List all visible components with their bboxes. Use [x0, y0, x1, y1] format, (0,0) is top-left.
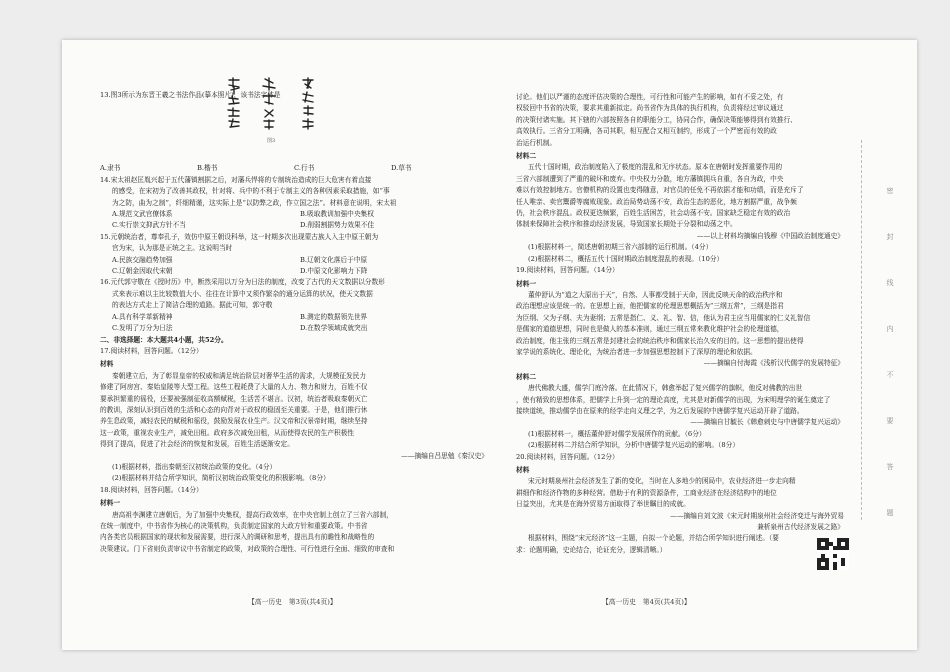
q17-subq: (2)根据材料并结合所学知识，简析汉初统治政策变化的积极影响。（8分）	[112, 474, 330, 483]
seal-line-text	[880, 168, 900, 536]
q17-subq: (1)根据材料，指出秦朝至汉初统治政策的变化。（4分）	[112, 462, 277, 471]
q20-task: 求：论题明确，史论结合，论证充分，逻辑清晰。）	[516, 545, 667, 554]
seal-char: 密	[886, 187, 894, 195]
q16-line: 16.元代郭守敬在《授时历》中，断然采用以万分为日法的制度，改变了古代的天文数据以分数形	[100, 278, 385, 287]
q19-mat2-line: 唐代佛教大盛，儒学门庭冷落。在此情况下，韩愈举起了复兴儒学的旗帜，他反对佛教的出世	[528, 384, 803, 393]
option: D.削弱割据势力效果不佳	[300, 221, 375, 230]
q16-options	[100, 312, 488, 323]
option: C.行书	[294, 164, 315, 173]
q18-mat2-line: 五代十国时期，政治制度陷入了极度的混乱和无序状态。原本在唐朝时发挥重要作用的	[528, 163, 783, 172]
q15-line: 15.元朝统治者，尊奉孔子，效仿中原王朝设科举，这一时期多次出现蒙古族人入主中原王朝为	[100, 232, 379, 241]
q15-line: 官为宋，认为那是正统之主。这说明当时	[112, 244, 233, 253]
seal-char: 题	[886, 509, 894, 517]
option: D.草书	[391, 164, 412, 173]
q18-body-line: 治运行机制。	[516, 138, 557, 147]
q18-mat2-line: 仍，社会秩序混乱。政权更迭频繁，百姓生活困苦，社会动荡不安。国家缺乏稳定有效的政治	[516, 209, 791, 218]
option: A.具有科学革新精神	[112, 312, 173, 321]
q14-options	[100, 220, 488, 231]
q17-body-line: 修建了阿房宫、秦始皇陵等大型工程。这些工程耗费了大量的人力、物力和财力，百姓不仅	[100, 383, 368, 392]
q19-material2-label: 材料二	[516, 372, 537, 381]
q17-body-line: 这一政策，重视农业生产，减免田租。政府多次减免田租，从而使得农民的生产积极性	[100, 428, 355, 437]
seal-char: 内	[886, 325, 894, 333]
q18-body-line: 决策建议。门下省则负责审议中书省制定的政策，对政策的合理性、可行性进行全面、细致的审查和	[100, 544, 395, 553]
binding-line	[861, 140, 862, 520]
q15-options	[100, 255, 488, 266]
q19-mat2-source: ——摘编自甘毓长《韩愈刺史与中唐儒学复兴运动》	[690, 418, 844, 427]
option: B.测定的数据领先世界	[300, 312, 368, 321]
q17-body-line: 要承担繁重的徭役，还要被强制征收高额赋税，生活苦不堪言。汉初，统治者吸取秦朝灭亡	[100, 394, 368, 403]
q18-material2-label: 材料二	[516, 152, 537, 161]
q19-mat1-line: 为臣纲、父为子纲、夫为妻纲；五常是指仁、义、礼、智、信，他认为君主应当用儒家的仁义礼智信	[516, 313, 811, 322]
q18-body-line: 内各类官员根据国家的现状和发展需要，进行深入的调研和思考，提出具有前瞻性和战略性的	[100, 533, 375, 542]
q20-source: ——摘编自刘文波《宋元时期泉州社会经济变迁与海外贸易	[670, 511, 844, 520]
q19-subq: (2)根据材料二并结合所学知识，分析中唐儒学复兴运动的影响。（8分）	[528, 441, 739, 450]
q19-material1-label: 材料一	[516, 279, 537, 288]
q17-body-line: 秦朝建立后，为了彰显皇帝的权威和满足统治阶层对奢华生活的需求，大规模征发民力	[112, 371, 367, 380]
figure-caption: 图3	[267, 138, 276, 144]
seal-char: 答	[886, 463, 894, 471]
option: A.规范文武官僚体系	[112, 210, 173, 219]
option: B.楷书	[197, 164, 218, 173]
q16-line: 式来表示难以主比较数值大小、往往在计算中又须作繁杂的通分运算的状况，使天文数据	[112, 289, 373, 298]
q18-mat2-line: 难以有效控制地方。官僚机构的设置也变得随意，对官员的任免不再依据才能和功绩，而是充斥了	[516, 186, 804, 195]
q13-stem: 13.图3所示为东晋王羲之书法作品(摹本照片)，该书法字体是	[100, 91, 281, 99]
q18-body-line: 的决策付诸实施。其下辖的六部按照各自的职能分工，协同合作，确保决策能够得到有效推行、	[516, 115, 797, 124]
q16-line: 的表达方式走上了简洁合理的道路。据此可知，郭守敬	[112, 301, 273, 310]
seal-char: 封	[886, 233, 894, 241]
q17-material-label: 材料	[100, 360, 114, 369]
q14-options	[100, 209, 488, 220]
q15-options	[100, 266, 488, 277]
q19-mat1-line: 政治制度，他主张的三纲五常是封建社会的统治秩序和儒家长治久安的目的。这一思想的提出使得	[516, 336, 804, 345]
q18-stem: 18.阅读材料，回答问题。（14分）	[100, 485, 203, 494]
option: C.辽朝金因取代宋朝	[112, 267, 173, 276]
right-page	[516, 92, 844, 556]
q19-mat1-line: 是儒家的道德思想，同时也是做人的基本准则，通过三纲五常来教化维护社会的伦理道德，	[516, 325, 784, 334]
q14-line: 14.宋太祖赵匡胤兴起于五代藩镇割据之后，对藩兵悍将的专制统治造成的巨大危害有着直接	[100, 175, 372, 184]
q17-source: ——摘编自吕思勉《秦汉史》	[401, 451, 488, 460]
option: B.辽朝文化落后于中原	[300, 255, 368, 264]
q20-source: 兼析泉州古代经济发展之路》	[757, 523, 844, 532]
q18-mat2-line: 三省六部制遭到了严重的破坏和废弃。中央权力分散，地方藩镇拥兵自重，各自为政，中央	[516, 174, 784, 183]
q19-stem: 19.阅读材料，回答问题。（14分）	[516, 266, 619, 275]
q18-body-line: 在统一制度中，中书省作为核心的决策机构，负责制定国家的大政方针和重要政策。中书省	[100, 522, 368, 530]
q17-body-line: 养生息政策，减轻农民的赋税和徭役，鼓励发展农业生产。汉文帝和汉景帝时期，继续坚持	[100, 417, 368, 426]
option: C.发明了万分为日法	[112, 324, 173, 333]
q18-mat2-line: 体制来保障社会秩序和推动经济发展，导致国家长期处于分裂和动荡之中。	[516, 220, 737, 229]
exam-sheet	[62, 40, 917, 650]
q18-subq: (1)根据材料一，简述唐朝初期三省六部制的运行机制。（4分）	[528, 243, 713, 252]
q14-line: 为之防，曲为之制”，纤细精谨，这实际上是“以防弊之政，作立国之法”。材料意在说明，宋太祖	[112, 198, 397, 207]
option: A.民族交融趋势加强	[112, 255, 173, 264]
q16-options	[100, 323, 488, 334]
page-footer-right: 【高一历史 第4页(共4页)】	[602, 598, 691, 606]
q18-mat2-line: 任人唯亲、卖官鬻爵等腐败现象。政治局势动荡不安，政治生态的恶化，地方割据严重，战争频	[516, 197, 797, 206]
option: A.隶书	[100, 164, 121, 173]
q19-mat1-line: 家学说的系统化、理论化，为统治者进一步加强思想控制下了深厚的理论和依据。	[516, 347, 757, 356]
seal-char: 线	[886, 279, 894, 287]
q20-body-line: 耕细作和经济作物的多种经营。借助于有利的资源条件，工商业经济在经济结构中的地位	[516, 488, 777, 497]
q20-stem: 20.阅读材料，回答问题。（12分）	[516, 452, 619, 461]
q18-body-line: 权驳回中书省的决策，要求其重新拟定。尚书省作为具体的执行机构，负责将经过审议通过	[516, 104, 784, 113]
option: B.吸取教训加强中央集权	[300, 210, 374, 219]
q19-subq: (1)根据材料一，概括董仲舒对儒学发展所作的贡献。（6分）	[528, 429, 706, 438]
option: C.实行崇文抑武方针不当	[112, 221, 186, 230]
q18-subq: (2)根据材料二，概括五代十国时期政治制度混乱的表现。（10分）	[528, 254, 724, 263]
q20-task: 根据材料，围绕“宋元经济”这一主题，自拟一个论题，并结合所学知识进行阐述。（要	[528, 534, 779, 543]
q18-body-line: 讨论。他们以严谨的态度评估决策的合理性，可行性和可能产生的影响，如有不妥之处，有	[516, 93, 784, 101]
option: D.在数学领域成就突出	[300, 324, 368, 333]
section-heading: 二、非选择题：本大题共4小题，共52分。	[100, 335, 228, 344]
q18-source: ——以上材料均摘编自钱穆《中国政治制度通史》	[696, 231, 844, 240]
q20-material-label: 材料	[516, 466, 530, 474]
qr-code-icon	[817, 538, 849, 570]
q19-mat1-line: 董仲舒认为“道之大原出于天”，自然、人事都受制于天命，因此反映天命的政治秩序和	[528, 290, 783, 299]
q17-body-line: 的教训，深刻认识到百姓的生活和心态的向背对于政权的稳固至关重要。于是，他们推行休	[100, 405, 368, 414]
option: D.中原文化影响力下降	[300, 267, 368, 276]
calligraphy-image	[225, 76, 333, 134]
q18-body-line: 高效执行。三省分工明确，各司其职，相互配合又相互制约，形成了一个严密而有效的政	[516, 127, 777, 136]
q13-options	[100, 163, 488, 174]
q17-body-line: 得到了提高，促进了社会经济的恢复和发展，百姓生活逐渐安定。	[100, 440, 294, 449]
q17-stem: 17.阅读材料，回答问题。（12分）	[100, 346, 203, 355]
q18-body-line: 唐高祖李渊建立唐朝后，为了加强中央集权，提高行政效率，在中央官制上创立了三省六部制，	[112, 510, 393, 519]
q20-body-line: 宋元时期泉州社会经济发生了新的变化，当时在人多地少的困局中，农业经济进一步走向精	[528, 477, 796, 486]
q19-mat2-line: ，使有精致的思想体系，把儒学上升到一定的理论高度，尤其是对新儒学的出现，为宋明理学的诞生奠定了	[516, 395, 831, 404]
q19-mat1-line: 政治理想应该是统一的。在思想上面，他把儒家的伦理思想概括为“三纲五常”，三纲是指君	[516, 302, 784, 311]
q19-mat2-line: 接续道统，推动儒学由在原来的经学走向义理之学，为之后发展的中唐儒学复兴运动开辟了道路。	[516, 406, 804, 415]
seal-char: 不	[886, 371, 894, 379]
q14-line: 的感受，在宋初为了改善其政权，针对将、兵中的不利于专制主义的各种因素采取措施，如“事	[112, 187, 390, 196]
page-footer-left: 【高一历史 第3页(共4页)】	[248, 598, 337, 606]
q20-body-line: 日益突出，尤其是在海外贸易方面取得了举世瞩目的成就。	[516, 500, 690, 509]
seal-char: 要	[886, 417, 894, 425]
left-page	[100, 90, 488, 555]
q18-material-label: 材料一	[100, 499, 121, 508]
q19-mat1-source: ——摘编自付海霞《浅析汉代儒学的发展特征》	[703, 359, 844, 368]
